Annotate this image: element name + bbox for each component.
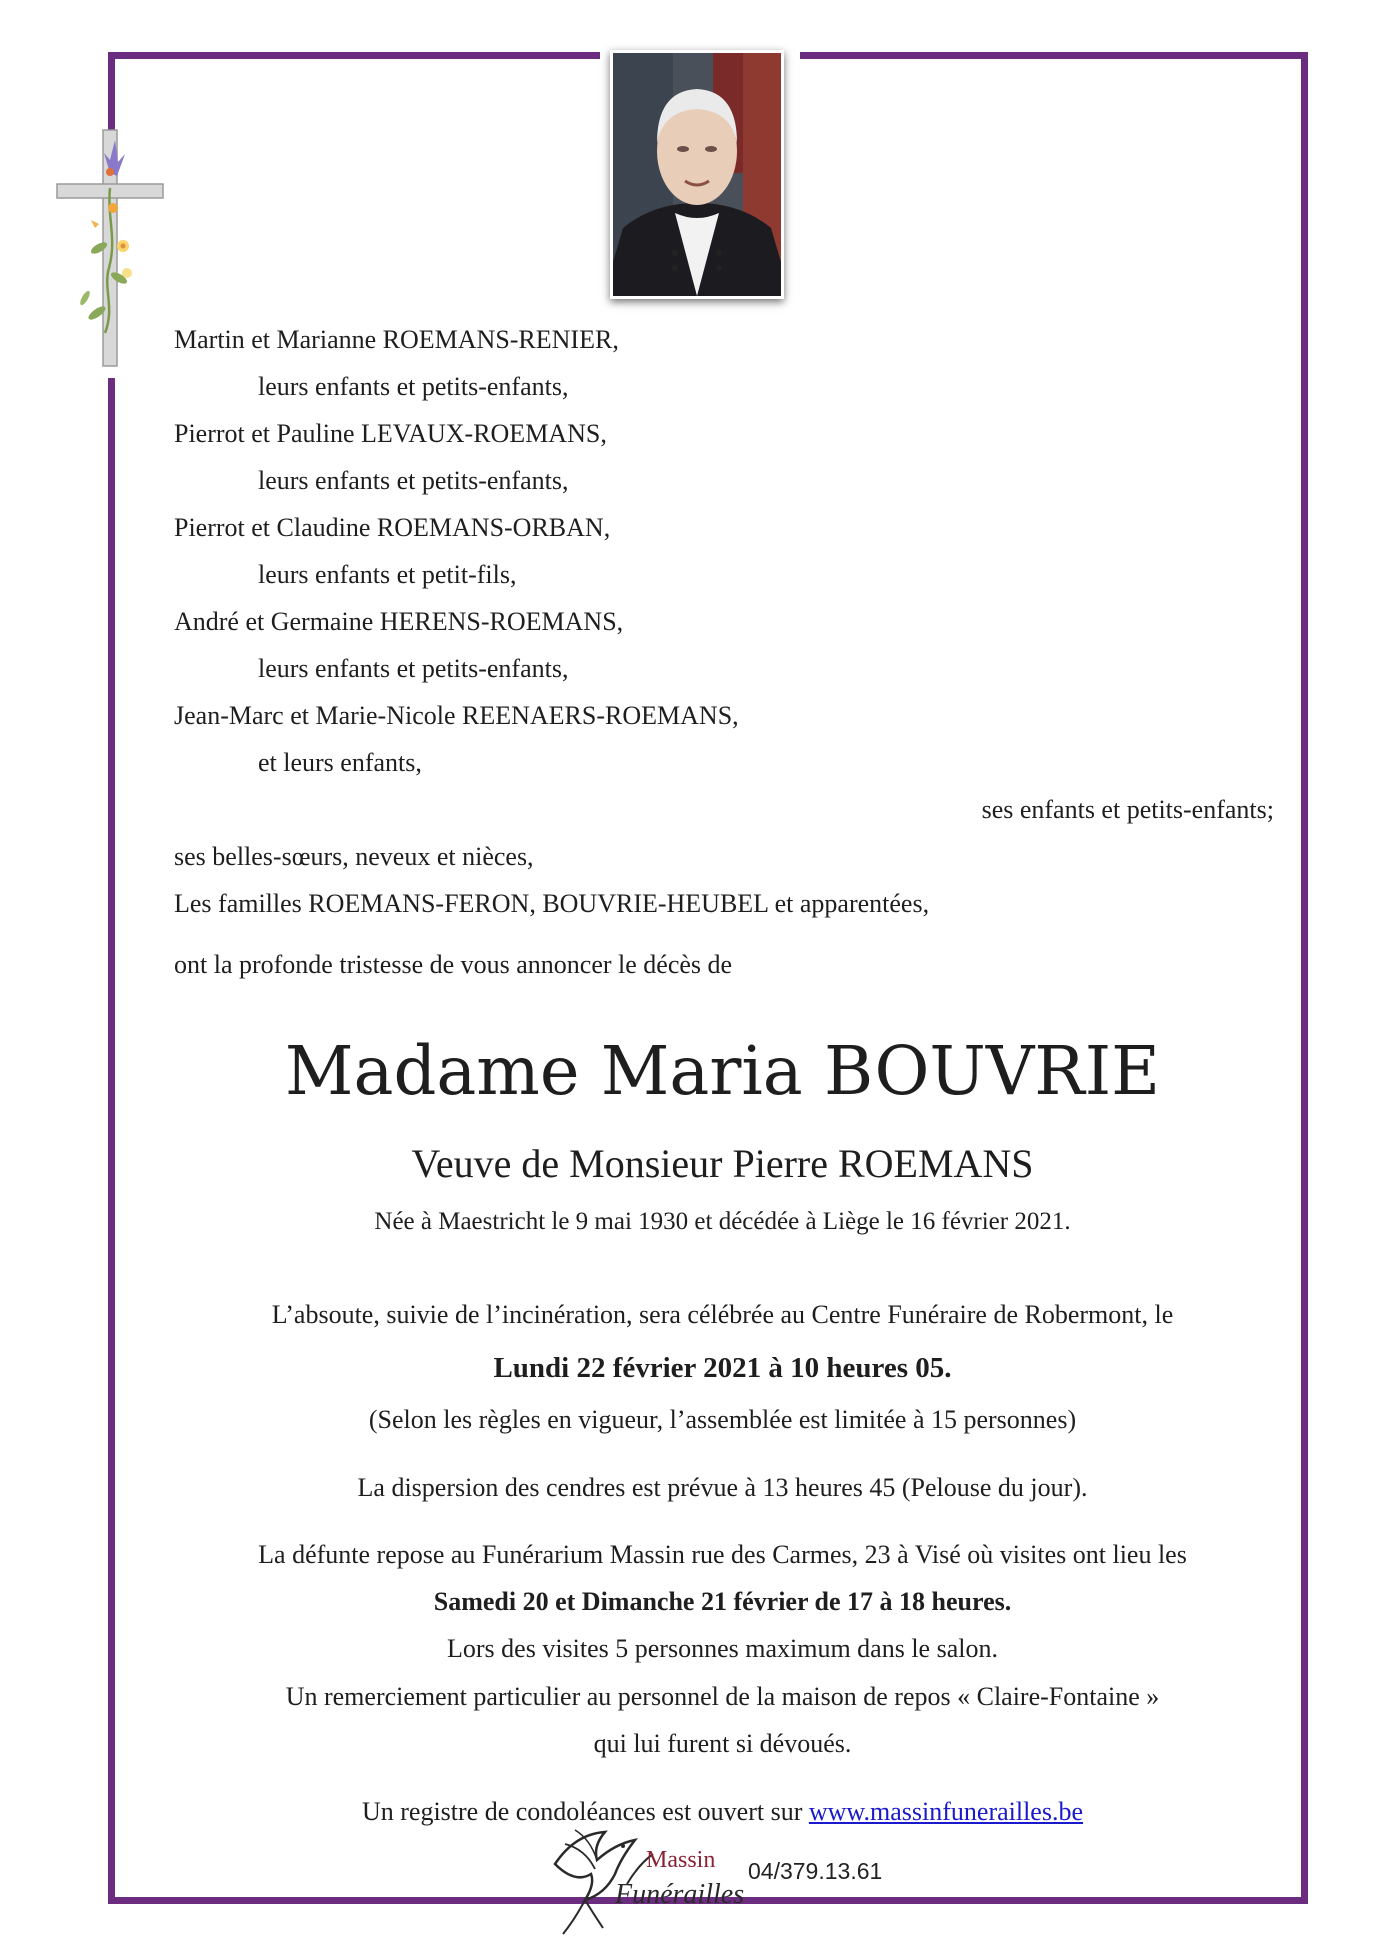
portrait-photo [610, 50, 784, 299]
logo-massin: Massin [646, 1847, 716, 1873]
family-line: Pierrot et Pauline LEVAUX-ROEMANS, [174, 419, 607, 448]
register-link[interactable]: www.massinfunerailles.be [808, 1797, 1084, 1826]
ceremony-text: L’absoute, suivie de l’incinération, sera célébrée au Centre Funéraire de Robermont, le [271, 1300, 1174, 1329]
frame-top-left [108, 52, 600, 59]
deceased-name: Madame Maria BOUVRIE [284, 1032, 1161, 1110]
visits-limit: Lors des visites 5 personnes maximum dans le salon. [447, 1634, 998, 1663]
frame-top-right [800, 52, 1308, 59]
cross-icon [55, 128, 165, 368]
thanks-line-1: Un remerciement particulier au personnel de la maison de repos « Claire-Fontaine » [285, 1682, 1160, 1711]
dispersion-text: La dispersion des cendres est prévue à 13 heures 45 (Pelouse du jour). [357, 1473, 1088, 1502]
thanks-line-2: qui lui furent si dévoués. [593, 1729, 852, 1758]
widow-line: Veuve de Monsieur Pierre ROEMANS [411, 1141, 1034, 1186]
family-line: Pierrot et Claudine ROEMANS-ORBAN, [174, 513, 611, 542]
ceremony-rules: (Selon les règles en vigueur, l’assemblée est limitée à 15 personnes) [368, 1405, 1077, 1434]
birth-death-dates: Née à Maestricht le 9 mai 1930 et décédée à Liège le 16 février 2021. [374, 1208, 1071, 1235]
family-line: leurs enfants et petits-enfants, [258, 466, 569, 495]
family-line: Les familles ROEMANS-FERON, BOUVRIE-HEUBEL et apparentées, [174, 889, 930, 918]
repose-text: La défunte repose au Funérarium Massin rue des Carmes, 23 à Visé où visites ont lieu les [258, 1540, 1187, 1569]
family-line: leurs enfants et petit-fils, [258, 560, 517, 589]
phone-number: 04/379.13.61 [748, 1858, 883, 1884]
frame-left-upper [108, 52, 115, 130]
register-text: Un registre de condoléances est ouvert sur [361, 1797, 809, 1826]
logo-funerailles: Funérailles [615, 1879, 745, 1910]
family-line: leurs enfants et petits-enfants, [258, 372, 569, 401]
family-line: ses enfants et petits-enfants; [981, 795, 1274, 824]
family-line: André et Germaine HERENS-ROEMANS, [174, 607, 624, 636]
intro-line: ont la profonde tristesse de vous annoncer le décès de [174, 950, 733, 979]
family-line: Jean-Marc et Marie-Nicole REENAERS-ROEMANS, [174, 701, 739, 730]
visits-schedule: Samedi 20 et Dimanche 21 février de 17 à 18 heures. [433, 1587, 1012, 1616]
family-line: et leurs enfants, [258, 748, 422, 777]
family-list [174, 316, 1294, 927]
family-line: Martin et Marianne ROEMANS-RENIER, [174, 325, 619, 354]
ceremony-date: Lundi 22 février 2021 à 10 heures 05. [493, 1352, 952, 1384]
family-line: leurs enfants et petits-enfants, [258, 654, 569, 683]
frame-right [1301, 52, 1308, 1904]
family-line: ses belles-sœurs, neveux et nièces, [174, 842, 534, 871]
register-line [120, 1797, 1325, 1827]
frame-left-lower [108, 378, 115, 1904]
